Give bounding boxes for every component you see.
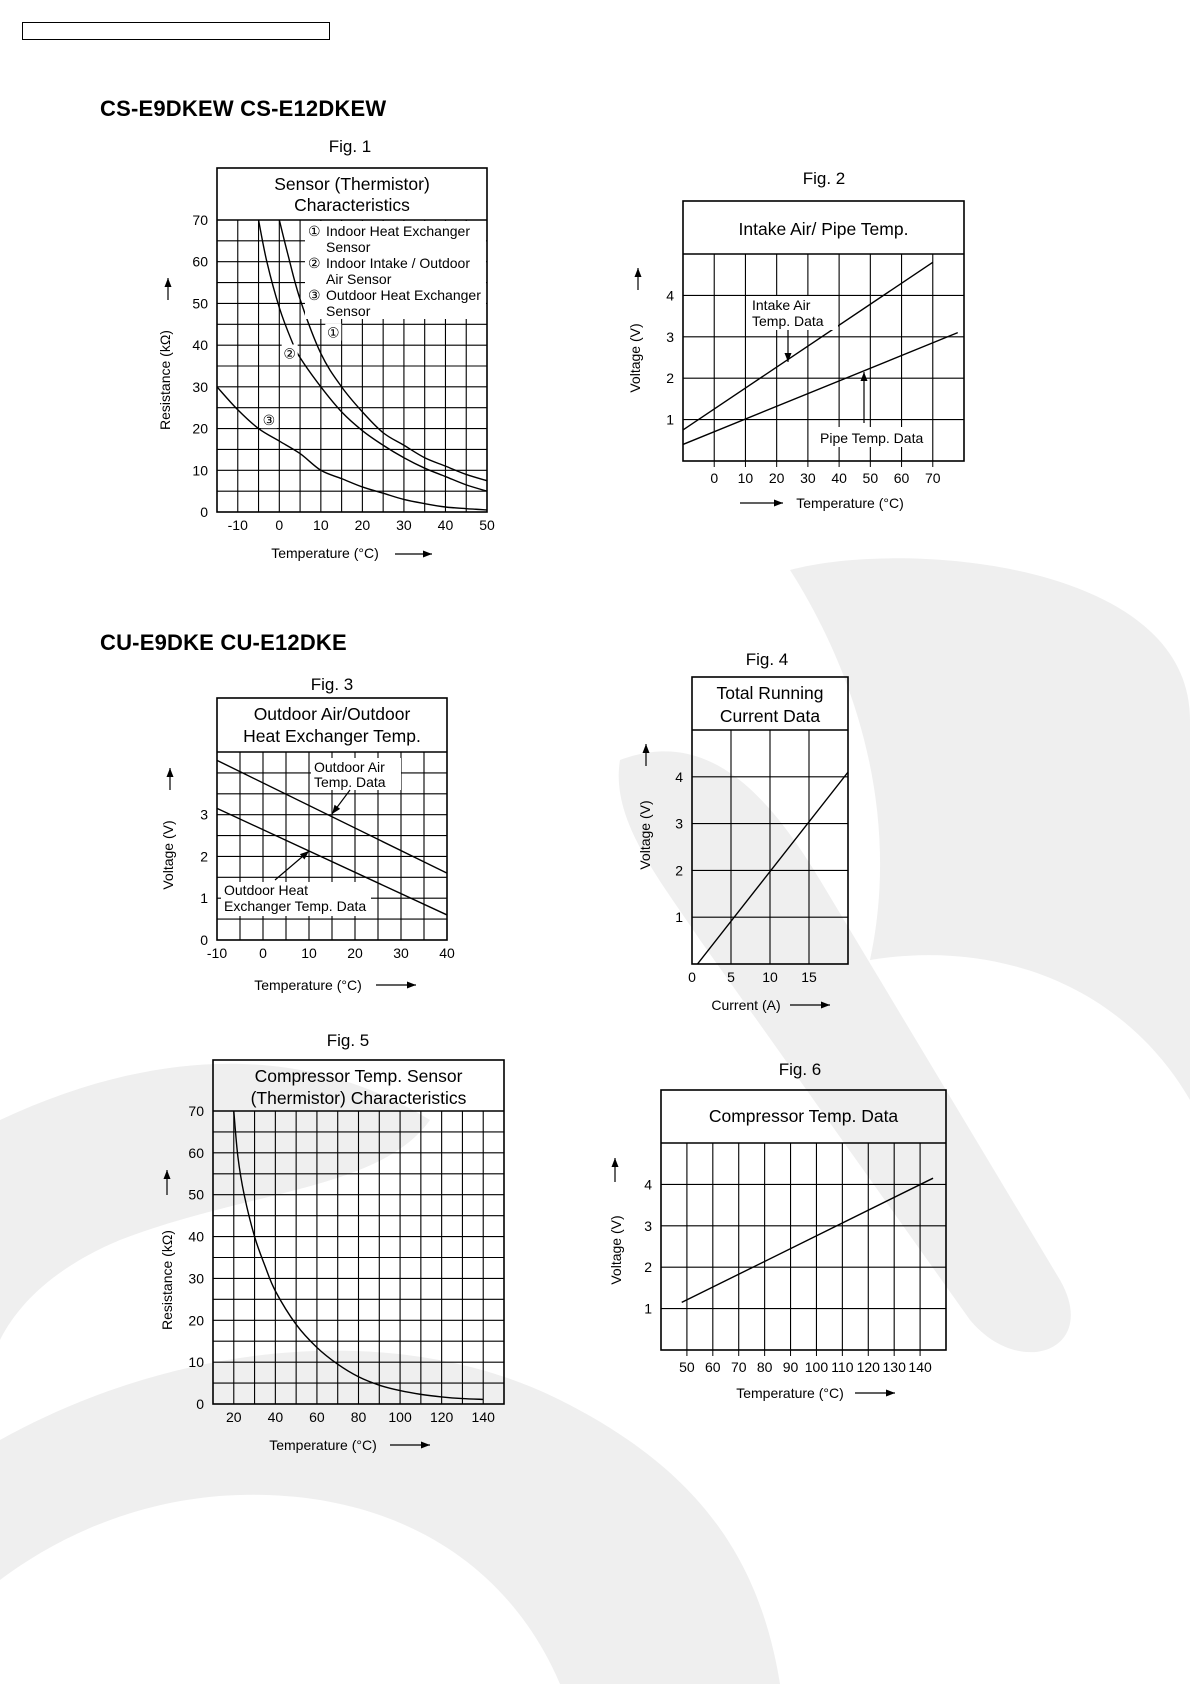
fig2-ytick-label: 2 xyxy=(666,370,674,387)
fig2-xtick-label: 60 xyxy=(893,470,910,486)
fig3-annotation-air: Temp. Data xyxy=(314,774,386,790)
fig1-ytick-label: 20 xyxy=(192,420,208,437)
fig1-legend-num: ① xyxy=(308,223,321,239)
fig1-xtick-label: 50 xyxy=(479,517,495,533)
fig2-xtick-label: 70 xyxy=(924,470,941,486)
fig1-ytick-label: 30 xyxy=(192,378,208,395)
fig5-xtick-label: 80 xyxy=(350,1409,367,1425)
fig1-legend-num: ② xyxy=(308,255,321,271)
fig5-xtick-label: 40 xyxy=(267,1409,284,1425)
fig2-xtick-label: 50 xyxy=(862,470,879,486)
fig2-xtick-label: 40 xyxy=(831,470,847,486)
fig2-ytick-label: 3 xyxy=(666,328,674,345)
fig6-xtick-label: 110 xyxy=(831,1359,854,1375)
fig3-xtick-label: 40 xyxy=(439,945,455,961)
fig1-ytick-label: 70 xyxy=(192,212,208,228)
fig6-xtick-label: 140 xyxy=(908,1359,932,1375)
fig1-legend-text: Air Sensor xyxy=(326,271,392,287)
fig2-xtick-label: 20 xyxy=(768,470,785,486)
fig5-xtick-label: 120 xyxy=(429,1409,454,1425)
fig6-xtick-label: 90 xyxy=(782,1359,799,1375)
fig3-xlabel: Temperature (°C) xyxy=(254,977,362,993)
fig3-ytick-label: 3 xyxy=(200,806,208,823)
fig6-xtick-label: 70 xyxy=(730,1359,747,1375)
fig1-marker: ① xyxy=(327,324,340,341)
fig2-ytick-label: 1 xyxy=(666,411,674,428)
fig1-xtick-label: -10 xyxy=(227,517,248,533)
fig6-xtick-label: 120 xyxy=(856,1359,880,1375)
fig4-label: Fig. 4 xyxy=(745,650,789,669)
fig3-ytick-label: 1 xyxy=(200,890,208,907)
fig6-xtick-label: 50 xyxy=(679,1359,695,1375)
fig4-title-line: Current Data xyxy=(719,706,821,726)
fig2-ytick-label: 4 xyxy=(666,287,674,304)
fig6-xtick-label: 100 xyxy=(804,1359,829,1375)
fig6-title-line: Compressor Temp. Data xyxy=(708,1106,899,1126)
fig4-ytick-label: 4 xyxy=(675,768,683,785)
fig1-ytick-label: 0 xyxy=(200,504,208,520)
fig2-label: Fig. 2 xyxy=(802,169,846,188)
fig4-ytick-label: 3 xyxy=(675,815,683,832)
fig1-ytick-label: 40 xyxy=(192,337,208,354)
fig2-title-line: Intake Air/ Pipe Temp. xyxy=(738,219,909,239)
fig6-xlabel: Temperature (°C) xyxy=(736,1385,844,1401)
fig3-xtick-label: 0 xyxy=(259,945,267,961)
fig5-xlabel: Temperature (°C) xyxy=(269,1437,377,1453)
fig6-xtick-label: 130 xyxy=(882,1359,906,1375)
fig6-ytick-label: 2 xyxy=(644,1259,652,1276)
fig6-series-0 xyxy=(682,1178,933,1302)
fig6-xtick-label: 80 xyxy=(756,1359,773,1375)
fig5-ytick-label: 20 xyxy=(188,1312,204,1329)
fig1-legend-text: Sensor xyxy=(326,303,371,319)
fig3-xtick-label: 20 xyxy=(347,945,363,961)
fig2-xtick-label: 10 xyxy=(737,470,754,486)
fig4-ylabel: Voltage (V) xyxy=(637,800,653,870)
fig5-title-line: (Thermistor) Characteristics xyxy=(250,1088,467,1108)
fig3-xtick-label: -10 xyxy=(206,945,228,961)
fig2-ylabel: Voltage (V) xyxy=(627,323,643,393)
fig4-xtick-label: 5 xyxy=(727,969,735,985)
fig6-ylabel-arrow-head xyxy=(612,1158,619,1167)
fig4-title-line: Total Running xyxy=(716,683,824,703)
fig3-ylabel: Voltage (V) xyxy=(160,820,176,890)
fig3-title-line: Heat Exchanger Temp. xyxy=(243,726,421,746)
fig5-label: Fig. 5 xyxy=(326,1031,370,1050)
fig5-ylabel: Resistance (kΩ) xyxy=(159,1230,175,1330)
fig1-xtick-label: 0 xyxy=(275,517,284,533)
fig3-ytick-label: 0 xyxy=(200,932,208,948)
fig1-legend-text: Outdoor Heat Exchanger xyxy=(326,287,481,303)
fig5-ytick-label: 70 xyxy=(188,1103,204,1119)
fig6-frame xyxy=(661,1090,946,1350)
fig3-xtick-label: 30 xyxy=(393,945,409,961)
fig6-ytick-label: 3 xyxy=(644,1217,652,1234)
section-title-outdoor: CU-E9DKE CU-E12DKE xyxy=(100,630,347,655)
fig4-xtick-label: 15 xyxy=(801,969,817,985)
fig2-annotation-pipe: Pipe Temp. Data xyxy=(820,430,924,446)
fig1-xtick-label: 20 xyxy=(354,517,371,533)
fig1-label: Fig. 1 xyxy=(328,137,372,156)
fig3-label: Fig. 3 xyxy=(310,675,354,694)
fig6-xtick-label: 60 xyxy=(705,1359,721,1375)
fig6-xlabel-arrow-head xyxy=(886,1390,895,1397)
fig5-title-line: Compressor Temp. Sensor xyxy=(254,1066,463,1086)
fig1-xtick-label: 40 xyxy=(437,517,454,533)
fig1-title-line: Characteristics xyxy=(294,195,410,215)
fig1-legend-num: ③ xyxy=(308,287,321,303)
fig4-ytick-label: 1 xyxy=(675,909,683,926)
fig5-ytick-label: 30 xyxy=(188,1270,204,1287)
fig6-label: Fig. 6 xyxy=(778,1060,822,1079)
fig2-annotation-intake: Temp. Data xyxy=(752,313,824,329)
fig1-xtick-label: 10 xyxy=(313,517,329,533)
fig2-xtick-label: 30 xyxy=(800,470,816,486)
fig2-annotation-intake: Intake Air xyxy=(752,297,811,313)
fig6-ylabel: Voltage (V) xyxy=(608,1215,624,1285)
fig1-legend-text: Indoor Heat Exchanger xyxy=(326,223,470,239)
fig6-ytick-label: 1 xyxy=(644,1300,652,1317)
fig1-marker: ③ xyxy=(262,412,276,429)
fig1-legend-text: Indoor Intake / Outdoor xyxy=(326,255,470,271)
section-title-indoor: CS-E9DKEW CS-E12DKEW xyxy=(100,96,387,121)
fig1-ytick-label: 10 xyxy=(192,462,208,479)
fig2-xlabel: Temperature (°C) xyxy=(796,495,904,511)
fig1-title-line: Sensor (Thermistor) xyxy=(274,174,430,194)
fig2-xtick-label: 0 xyxy=(710,470,719,486)
fig1-ytick-label: 60 xyxy=(192,253,208,270)
fig5-xtick-label: 100 xyxy=(388,1409,412,1425)
fig4-xtick-label: 10 xyxy=(762,969,778,985)
fig4-xtick-label: 0 xyxy=(688,969,696,985)
fig3-title-line: Outdoor Air/Outdoor xyxy=(253,704,411,724)
fig5-ytick-label: 10 xyxy=(188,1354,204,1371)
fig5-xtick-label: 140 xyxy=(471,1409,495,1425)
fig5-ytick-label: 0 xyxy=(196,1396,204,1412)
fig5-ytick-label: 60 xyxy=(188,1144,204,1161)
fig3-xtick-label: 10 xyxy=(301,945,317,961)
fig1-xtick-label: 30 xyxy=(396,517,412,533)
fig4-ytick-label: 2 xyxy=(675,862,683,879)
fig5-ytick-label: 40 xyxy=(188,1228,204,1245)
fig1-marker: ② xyxy=(283,345,296,362)
fig5-xtick-label: 60 xyxy=(309,1409,325,1425)
fig3-ytick-label: 2 xyxy=(200,848,208,865)
fig5-xtick-label: 20 xyxy=(225,1409,242,1425)
fig3-annotation-air: Outdoor Air xyxy=(314,759,385,775)
fig3-annotation-exch: Exchanger Temp. Data xyxy=(224,898,367,914)
fig6-ytick-label: 4 xyxy=(644,1176,652,1193)
fig1-xlabel: Temperature (°C) xyxy=(271,545,379,561)
fig1-ytick-label: 50 xyxy=(192,295,208,312)
fig3-annotation-exch: Outdoor Heat xyxy=(224,882,309,898)
fig1-legend-text: Sensor xyxy=(326,239,371,255)
fig1-ylabel: Resistance (kΩ) xyxy=(157,330,173,430)
fig4-xlabel: Current (A) xyxy=(711,997,781,1013)
fig5-ytick-label: 50 xyxy=(188,1186,204,1203)
